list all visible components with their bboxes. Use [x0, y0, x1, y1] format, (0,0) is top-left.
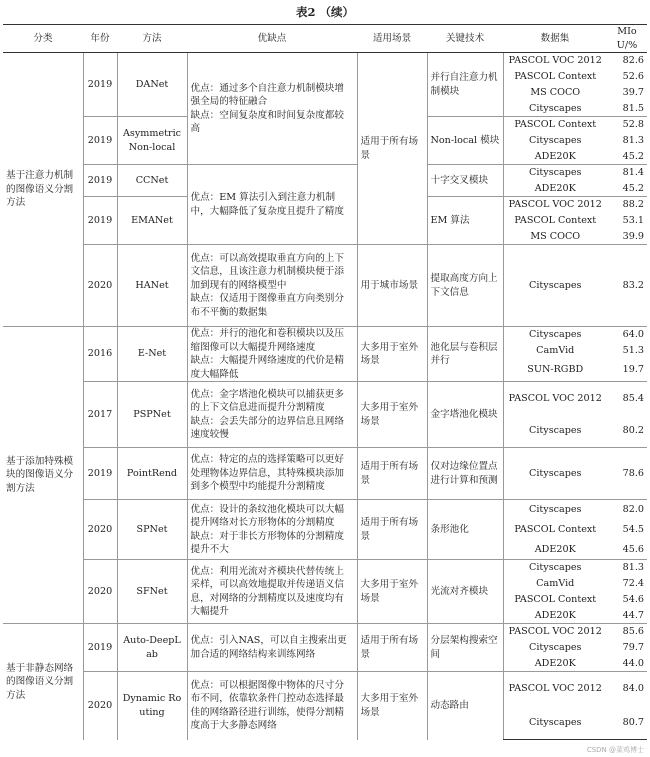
header-technique: 关键技术	[427, 25, 503, 53]
dataset-cell: PASCOL VOC 2012	[503, 53, 607, 69]
dataset-cell: ADE20K	[503, 540, 607, 560]
dataset-cell: MS COCO	[503, 229, 607, 245]
pros-cons-cell: 优点：通过多个自注意力机制模块增强全局的特征融合 缺点：空间复杂度和时间复杂度都较高	[187, 53, 357, 165]
dataset-cell: MS COCO	[503, 85, 607, 101]
header-year: 年份	[83, 25, 117, 53]
miou-cell: 54.6	[622, 593, 644, 605]
dataset-cell: Cityscapes	[503, 133, 607, 149]
dataset-cell: PASCOL VOC 2012	[503, 672, 607, 706]
results-table	[3, 24, 647, 740]
miou-cell: 82.6	[607, 53, 647, 69]
method-cell: PointRend	[117, 448, 187, 500]
miou-cell: 45.6	[622, 543, 644, 555]
table-header-row	[3, 25, 647, 53]
miou-cell: 52.8	[607, 117, 647, 133]
pros-cons-cell: 优点：并行的池化和卷积模块以及压缩图像可以大幅提升网络速度 缺点：大幅提升网络速度的代价是精度大幅降低	[187, 327, 357, 382]
year-cell: 2019	[83, 53, 117, 117]
method-cell: DANet	[117, 53, 187, 117]
miou-cell: 85.6	[607, 624, 647, 640]
dataset-cell: PASCOL Context	[503, 117, 607, 133]
dataset-cell: PASCOL VOC 2012	[503, 624, 607, 640]
miou-cell: 81.3	[607, 560, 647, 576]
dataset-cell: Cityscapes	[503, 706, 607, 740]
header-scene: 适用场景	[357, 25, 427, 53]
year-cell: 2019	[83, 165, 117, 197]
header-miou: MIoU/%	[607, 25, 647, 53]
miou-cell: 81.3	[622, 134, 644, 146]
miou-cell: 45.2	[622, 150, 644, 162]
method-cell: Dynamic Routing	[117, 672, 187, 740]
table-row	[3, 327, 647, 343]
table-row	[3, 672, 647, 706]
miou-cell: 88.2	[607, 197, 647, 213]
dataset-cell: Cityscapes	[503, 101, 607, 117]
category-cell: 基于非静态网络的图像语义分割方法	[3, 624, 83, 740]
method-cell: CCNet	[117, 165, 187, 197]
scene-cell: 适用于所有场景	[357, 448, 427, 500]
category-cell: 基于注意力机制的图像语义分割方法	[3, 53, 83, 327]
miou-cell: 52.6	[622, 70, 644, 82]
technique-cell: 光流对齐模块	[427, 560, 503, 624]
watermark: CSDN @菜鸡博士	[586, 746, 644, 754]
dataset-cell: PASCOL VOC 2012	[503, 382, 607, 415]
technique-cell: 仅对边缘位置点进行计算和预测	[427, 448, 503, 500]
dataset-cell: Cityscapes	[503, 500, 607, 520]
miou-cell: 54.5	[622, 523, 644, 535]
scene-cell: 适用于所有场景	[357, 624, 427, 672]
scene-cell: 适用于所有场景	[357, 500, 427, 560]
year-cell: 2019	[83, 197, 117, 245]
miou-cell: 39.7	[622, 86, 644, 98]
header-category: 分类	[3, 25, 83, 53]
pros-cons-cell: 优点：特定的点的选择策略可以更好处理物体边界信息，其特殊模块添加到多个模型中均能提升分割精度	[187, 448, 357, 500]
header-pros-cons: 优缺点	[187, 25, 357, 53]
technique-cell: 十字交叉模块	[427, 165, 503, 197]
scene-cell: 大多用于室外场景	[357, 382, 427, 448]
dataset-cell: Cityscapes	[503, 415, 607, 448]
year-cell: 2019	[83, 624, 117, 672]
miou-cell: 80.7	[607, 706, 647, 740]
year-cell: 2016	[83, 327, 117, 382]
miou-cell: 53.1	[622, 214, 644, 226]
year-cell: 2020	[83, 672, 117, 740]
table-row	[3, 382, 647, 415]
table-row	[3, 245, 647, 327]
category-cell: 基于添加特殊模块的图像语义分割方法	[3, 327, 83, 624]
header-method: 方法	[117, 25, 187, 53]
pros-cons-cell: 优点：利用光流对齐模块代替传统上采样，可以高效地提取并传递语义信息，对网络的分割精度以及速度均有大幅提升	[187, 560, 357, 624]
dataset-cell: Cityscapes	[503, 640, 607, 656]
miou-cell: 79.7	[622, 641, 644, 653]
miou-cell: 72.4	[622, 577, 644, 589]
method-cell: PSPNet	[117, 382, 187, 448]
year-cell: 2019	[83, 117, 117, 165]
dataset-cell: ADE20K	[503, 181, 607, 197]
pros-cons-cell: 优点：金字塔池化模块可以捕获更多的上下文信息进而提升分割精度 缺点：会丢失部分的边界信息且网络速度较慢	[187, 382, 357, 448]
technique-cell: 分层架构搜索空间	[427, 624, 503, 672]
method-cell: Auto-DeepLab	[117, 624, 187, 672]
dataset-cell: Cityscapes	[503, 560, 607, 576]
technique-cell: 条形池化	[427, 500, 503, 560]
miou-cell: 85.4	[607, 382, 647, 415]
miou-cell: 81.5	[622, 102, 644, 114]
pros-cons-cell: 优点：引入NAS，可以自主搜索出更加合适的网络结构来训练网络	[187, 624, 357, 672]
scene-cell: 大多用于室外场景	[357, 560, 427, 624]
miou-cell: 44.7	[622, 609, 644, 621]
miou-cell: 83.2	[607, 245, 647, 327]
dataset-cell: PASCOL Context	[503, 69, 607, 85]
dataset-cell: PASCOL Context	[503, 213, 607, 229]
technique-cell: EM 算法	[427, 197, 503, 245]
method-cell: E-Net	[117, 327, 187, 382]
table-row	[3, 165, 647, 181]
header-dataset: 数据集	[503, 25, 607, 53]
dataset-cell: ADE20K	[503, 149, 607, 165]
dataset-cell: PASCOL VOC 2012	[503, 197, 607, 213]
miou-cell: 81.4	[607, 165, 647, 181]
pros-cons-cell: 优点：EM 算法引入到注意力机制中，大幅降低了复杂度且提升了精度	[187, 165, 357, 245]
miou-cell: 80.2	[622, 425, 644, 436]
table-caption: 表2 （续）	[295, 5, 354, 19]
dataset-cell: CamVid	[503, 576, 607, 592]
dataset-cell: PASCOL Context	[503, 520, 607, 540]
year-cell: 2020	[83, 500, 117, 560]
dataset-cell: Cityscapes	[503, 245, 607, 327]
pros-cons-cell: 优点：可以高效提取垂直方向的上下文信息，且该注意力机制模块便于添加到现有的网络模型中 缺点：仅适用于图像垂直方向类别分布不平衡的数据集	[187, 245, 357, 327]
dataset-cell: PASCOL Context	[503, 592, 607, 608]
table-row	[3, 500, 647, 520]
dataset-cell: CamVid	[503, 343, 607, 359]
table-row	[3, 560, 647, 576]
table-row	[3, 53, 647, 69]
pros-cons-cell: 优点：设计的条纹池化模块可以大幅提升网络对长方形物体的分割精度 缺点：对于非长方形物体的分割精度提升不大	[187, 500, 357, 560]
miou-cell: 51.3	[622, 345, 644, 357]
dataset-cell: SUN-RGBD	[503, 359, 607, 381]
dataset-cell: ADE20K	[503, 656, 607, 672]
miou-cell: 84.0	[607, 672, 647, 706]
miou-cell: 19.7	[622, 364, 644, 376]
method-cell: Asymmetric Non-local	[117, 117, 187, 165]
table-row	[3, 448, 647, 500]
scene-cell: 适用于所有场景	[357, 53, 427, 245]
scene-cell: 大多用于室外场景	[357, 672, 427, 740]
technique-cell: Non-local 模块	[427, 117, 503, 165]
miou-cell: 64.0	[607, 327, 647, 343]
table-row	[3, 624, 647, 640]
miou-cell: 45.2	[622, 182, 644, 194]
dataset-cell: ADE20K	[503, 608, 607, 624]
year-cell: 2019	[83, 448, 117, 500]
dataset-cell: Cityscapes	[503, 448, 607, 500]
technique-cell: 提取高度方向上下文信息	[427, 245, 503, 327]
method-cell: EMANet	[117, 197, 187, 245]
year-cell: 2020	[83, 560, 117, 624]
method-cell: SFNet	[117, 560, 187, 624]
year-cell: 2017	[83, 382, 117, 448]
technique-cell: 动态路由	[427, 672, 503, 740]
miou-cell: 39.9	[622, 230, 644, 242]
miou-cell: 82.0	[607, 500, 647, 520]
pros-cons-cell: 优点：可以根据图像中物体的尺寸分布不同，依靠软条件门控动态选择最佳的网络路径进行训练，使得分割精度高于大多静态网络	[187, 672, 357, 740]
scene-cell: 大多用于室外场景	[357, 327, 427, 382]
method-cell: SPNet	[117, 500, 187, 560]
technique-cell: 并行自注意力机制模块	[427, 53, 503, 117]
method-cell: HANet	[117, 245, 187, 327]
dataset-cell: Cityscapes	[503, 165, 607, 181]
year-cell: 2020	[83, 245, 117, 327]
scene-cell: 用于城市场景	[357, 245, 427, 327]
dataset-cell: Cityscapes	[503, 327, 607, 343]
miou-cell: 44.0	[622, 657, 644, 669]
technique-cell: 金字塔池化模块	[427, 382, 503, 448]
technique-cell: 池化层与卷积层并行	[427, 327, 503, 382]
miou-cell: 78.6	[607, 448, 647, 500]
